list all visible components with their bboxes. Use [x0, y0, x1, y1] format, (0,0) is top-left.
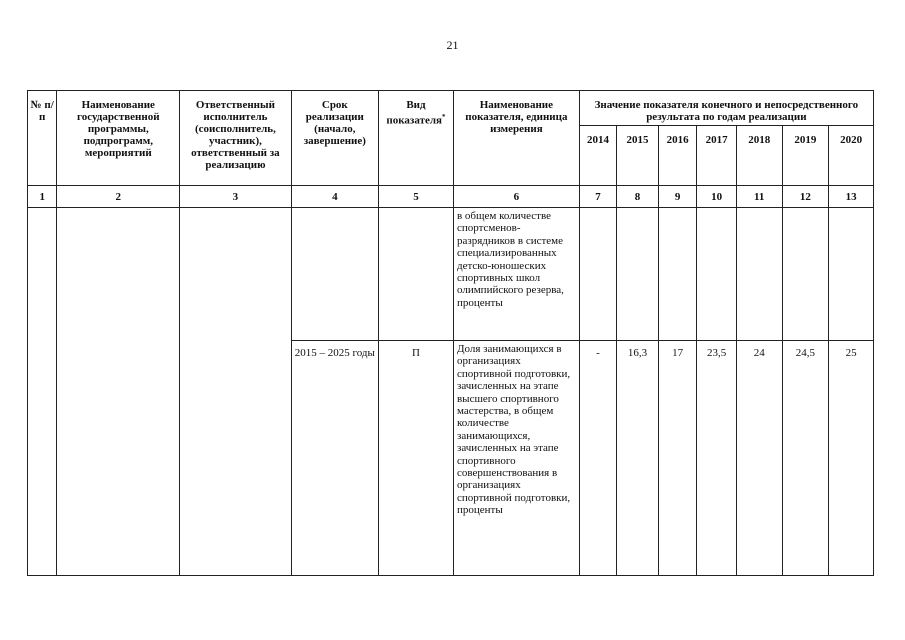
cell-value — [736, 208, 782, 341]
header-year: 2019 — [782, 126, 829, 186]
header-indicator-name: Наименование показателя, единица измерения — [453, 91, 579, 186]
header-year: 2018 — [736, 126, 782, 186]
column-number: 1 — [28, 186, 57, 208]
cell-value — [782, 208, 829, 341]
cell-value: 24,5 — [782, 341, 829, 576]
cell-program-empty — [57, 208, 180, 576]
column-number: 2 — [57, 186, 180, 208]
column-number: 11 — [736, 186, 782, 208]
column-number: 7 — [579, 186, 617, 208]
cell-value: 25 — [829, 341, 874, 576]
cell-value — [617, 208, 659, 341]
table-row — [28, 208, 874, 341]
header-years-group: Значение показателя конечного и непосредственного результата по годам реализации — [579, 91, 873, 126]
column-number: 8 — [617, 186, 659, 208]
header-indicator-type — [378, 91, 453, 186]
column-numbers-row — [28, 186, 874, 208]
cell-value — [829, 208, 874, 341]
cell-value: 24 — [736, 341, 782, 576]
column-number: 10 — [697, 186, 737, 208]
cell-indicator-type: П — [378, 341, 453, 576]
cell-value — [658, 208, 697, 341]
header-year: 2017 — [697, 126, 737, 186]
header-year: 2016 — [658, 126, 697, 186]
cell-period: 2015 – 2025 годы — [291, 341, 378, 576]
column-number: 9 — [658, 186, 697, 208]
cell-value: 23,5 — [697, 341, 737, 576]
header-period: Срок реализации (начало, завершение) — [291, 91, 378, 186]
header-program-name: Наименование государственной программы, подпрограмм, мероприятий — [57, 91, 180, 186]
column-number: 6 — [453, 186, 579, 208]
header-number: № п/п — [28, 91, 57, 186]
column-number: 5 — [378, 186, 453, 208]
cell-number-empty — [28, 208, 57, 576]
indicators-table — [27, 90, 874, 576]
cell-period — [291, 208, 378, 341]
column-number: 13 — [829, 186, 874, 208]
header-year: 2014 — [579, 126, 617, 186]
column-number: 12 — [782, 186, 829, 208]
cell-indicator-name: в общем количестве спортсменов-разрядников в системе специализированных детско-юношеских спортивных школ олимпийского резерва, проценты — [453, 208, 579, 341]
cell-value — [579, 208, 617, 341]
header-year: 2015 — [617, 126, 659, 186]
column-number: 3 — [180, 186, 292, 208]
cell-indicator-type — [378, 208, 453, 341]
cell-value: 16,3 — [617, 341, 659, 576]
column-number: 4 — [291, 186, 378, 208]
cell-executor-empty — [180, 208, 292, 576]
cell-value: - — [579, 341, 617, 576]
cell-value: 17 — [658, 341, 697, 576]
cell-indicator-name: Доля занимающихся в организациях спортивной подготовки, зачисленных на этапе высшего спортивного мастерства, в общем количестве занимающихся, зачисленных на этапе спортивного совершенствования в организациях спортивной подготовки, проценты — [453, 341, 579, 576]
footnote-mark: * — [441, 113, 446, 121]
header-indicator-type-label: Вид показателя — [386, 99, 442, 127]
header-executor: Ответственный исполнитель (соисполнитель, участник), ответственный за реализацию — [180, 91, 292, 186]
page-number: 21 — [446, 38, 459, 52]
header-year: 2020 — [829, 126, 874, 186]
cell-value — [697, 208, 737, 341]
